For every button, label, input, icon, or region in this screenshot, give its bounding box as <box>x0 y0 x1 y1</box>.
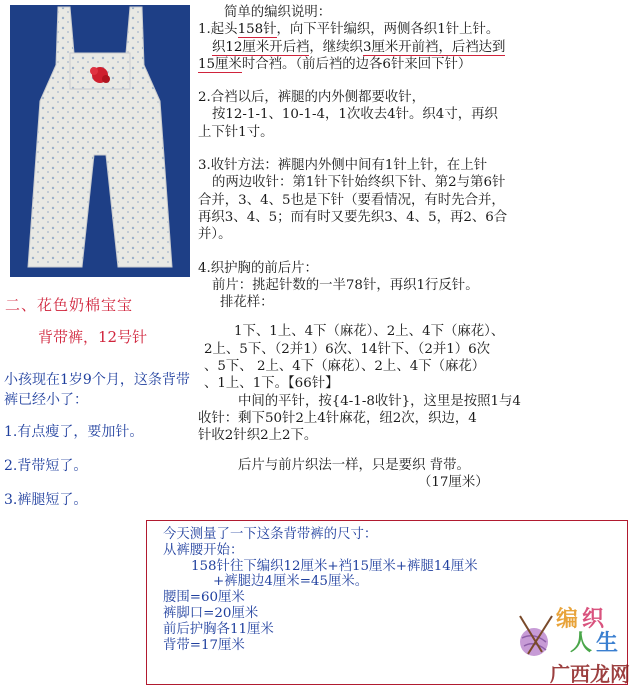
middle-line: 收针：剩下50针2上4针麻花，纽2次，织边，4 <box>198 410 477 426</box>
step-1-line <box>198 21 634 38</box>
box-line: +裤腿边4厘米=45厘米。 <box>213 574 369 590</box>
underlined-text: 织12厘米开后裆 <box>212 39 310 55</box>
step-2-line: 上下针1寸。 <box>198 124 274 140</box>
logo-char: 人 <box>570 631 593 656</box>
text: 时合裆。（前后裆的边各6针来回下针） <box>241 56 472 72</box>
step-2-line: 按12-1-1、10-1-4，1次收去4针。织4寸，再织 <box>212 107 498 123</box>
box-line: 158针往下编织12厘米+裆15厘米+裤腿14厘米 <box>191 558 478 574</box>
box-line: 背带=17厘米 <box>163 637 245 653</box>
back-piece-note: （17厘米） <box>418 474 489 490</box>
underlined-text: 15厘米 <box>198 56 242 72</box>
step-1-line <box>198 39 634 56</box>
logo-char: 织 <box>582 607 605 632</box>
middle-line: 针收2针织2上2下。 <box>198 428 318 444</box>
note-item: 1.有点瘦了，要加针。 <box>4 424 144 440</box>
step-2-line: 2.合裆以后，裤腿的内外侧都要收针， <box>198 90 426 106</box>
note-intro: 小孩现在1岁9个月，这条背带裤已经小了： <box>4 372 190 408</box>
underlined-text: ，后裆达到 <box>438 39 506 55</box>
pattern-line: 1下、1上、4下（麻花）、2上、4下（麻花）、 <box>234 324 505 340</box>
step-4-line: 排花样： <box>220 295 274 311</box>
step-3-line: 并）。 <box>198 227 232 243</box>
back-piece-line: 后片与前片织法一样，只是要织 背带。 <box>238 457 470 473</box>
box-line: 裤脚口=20厘米 <box>163 605 259 621</box>
instructions-heading: 简单的编织说明： <box>224 5 332 20</box>
box-line: 从裤腰开始： <box>163 542 244 558</box>
watermark: 广西龙网 <box>550 662 630 686</box>
pattern-subtitle: 背带裤，12号针 <box>38 328 148 346</box>
pattern-line: 、5下、 2上、4下（麻花）、2上、4下（麻花） <box>204 359 486 375</box>
step-3-line: 的两边收针：第1针下针始终织下针、第2与第6针 <box>212 175 506 191</box>
box-line: 腰围=60厘米 <box>163 590 245 606</box>
overalls-illustration <box>10 5 190 277</box>
yarn-ball-icon <box>512 612 562 662</box>
step-1-line <box>198 56 634 73</box>
pattern-line: 、1上、1下。【66针】 <box>204 376 339 392</box>
pattern-title: 二、花色奶棉宝宝 <box>5 296 134 314</box>
underlined-text: 158针 <box>237 22 277 38</box>
box-line: 前后护胸各11厘米 <box>163 621 274 637</box>
note-item: 2.背带短了。 <box>4 458 88 474</box>
text: ，继续织 <box>309 39 363 55</box>
box-line: 今天测量了一下这条背带裤的尺寸： <box>163 527 378 542</box>
step-3-line: 3.收针方法：裤腿内外侧中间有1针上针，在上针 <box>198 158 488 174</box>
instructions <box>198 4 634 491</box>
logo-char: 生 <box>596 631 619 656</box>
text: 1.起头 <box>198 22 238 38</box>
step-4-line: 4.织护胸的前后片： <box>198 260 318 276</box>
step-4-line: 前片：挑起针数的一半78针，再织1行反针。 <box>212 277 479 293</box>
middle-line: 中间的平针，按{4-1-8收针}，这里是按照1与4 <box>238 393 521 409</box>
step-3-line: 合并，3、4、5也是下针（要看情况，有时先合并， <box>198 192 505 208</box>
step-3-line: 再织3、4、5；而有时又要先织3、4、5，再2、6合 <box>198 209 508 225</box>
pattern-line: 2上、5下、（2并1）6次、14针下、（2并1）6次 <box>204 341 491 357</box>
stitch-pattern <box>198 323 634 392</box>
product-photo <box>10 5 190 277</box>
logo-char: 编 <box>556 607 579 632</box>
text: ，向下平针编织，两侧各织1针上针。 <box>276 22 500 38</box>
underlined-text: 3厘米开前裆 <box>362 39 439 55</box>
note-item: 3.裤腿短了。 <box>4 492 88 508</box>
